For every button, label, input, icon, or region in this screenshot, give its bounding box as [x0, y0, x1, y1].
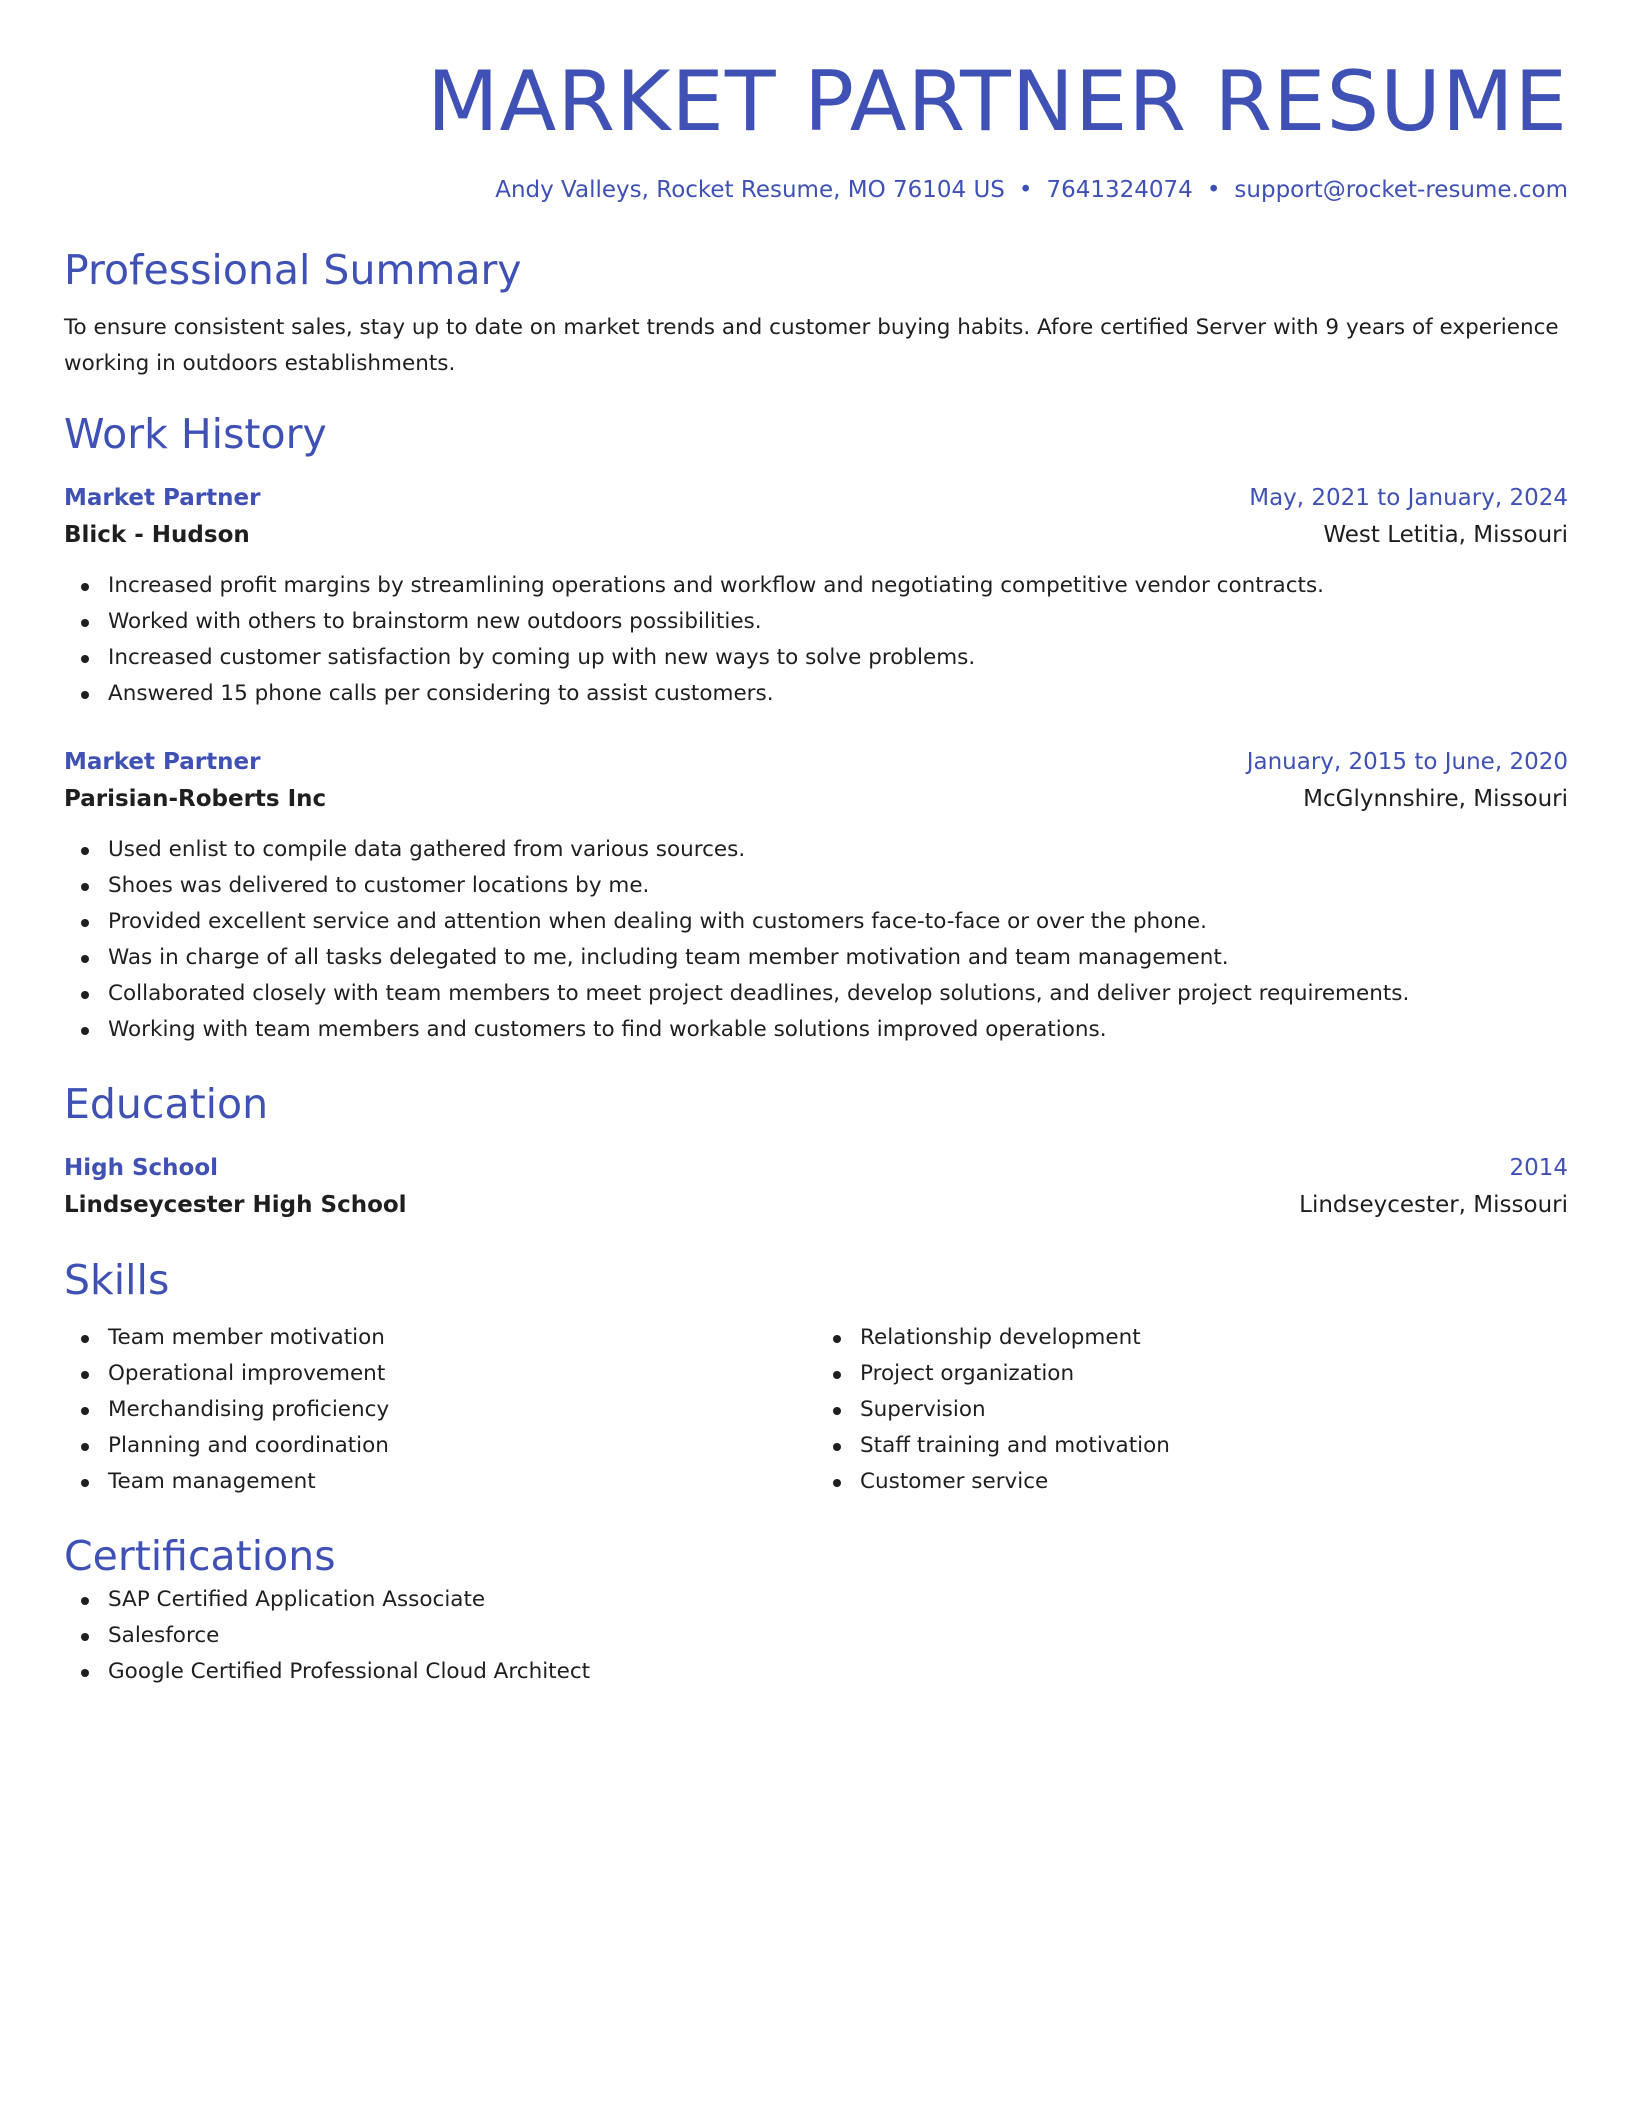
list-item: SAP Certified Application Associate	[108, 1582, 1568, 1618]
job-company-row	[64, 516, 1568, 554]
list-item: Supervision	[860, 1392, 1568, 1428]
job-entry	[64, 480, 1568, 712]
list-item: Was in charge of all tasks delegated to me, including team member motivation and team management.	[108, 940, 1568, 976]
resume-title: MARKET PARTNER RESUME	[426, 53, 1568, 150]
skills-list-right	[816, 1320, 1568, 1500]
job-company-row	[64, 780, 1568, 818]
job-duties-list	[64, 832, 1568, 1048]
list-item: Project organization	[860, 1356, 1568, 1392]
job-company: Parisian-Roberts Inc	[64, 786, 327, 812]
job-dates: May, 2021 to January, 2024	[1249, 485, 1568, 511]
work-history-heading: Work History	[64, 410, 327, 458]
list-item: Relationship development	[860, 1320, 1568, 1356]
list-item: Google Certified Professional Cloud Architect	[108, 1654, 1568, 1690]
list-item: Collaborated closely with team members to meet project deadlines, develop solutions, and deliver project requirements.	[108, 976, 1568, 1012]
education-school-row	[64, 1186, 1568, 1224]
job-company: Blick - Hudson	[64, 522, 250, 548]
education-degree: High School	[64, 1155, 219, 1181]
list-item: Salesforce	[108, 1618, 1568, 1654]
education-school: Lindseycester High School	[64, 1192, 407, 1218]
list-item: Provided excellent service and attention when dealing with customers face-to-face or over the phone.	[108, 904, 1568, 940]
summary-text: To ensure consistent sales, stay up to date on market trends and customer buying habits. Afore certified Server with 9 years of experience working in outdoors establishments.	[64, 315, 1559, 376]
list-item: Increased profit margins by streamlining operations and workflow and negotiating competitive vendor contracts.	[108, 568, 1568, 604]
education-year: 2014	[1509, 1155, 1568, 1181]
education-location: Lindseycester, Missouri	[1299, 1192, 1568, 1218]
list-item: Customer service	[860, 1464, 1568, 1500]
list-item: Merchandising proficiency	[108, 1392, 816, 1428]
list-item: Shoes was delivered to customer locations by me.	[108, 868, 1568, 904]
list-item: Operational improvement	[108, 1356, 816, 1392]
job-location: West Letitia, Missouri	[1323, 522, 1568, 548]
contact-separator: •	[1206, 177, 1221, 203]
contact-separator: •	[1018, 177, 1033, 203]
job-header-row	[64, 480, 1568, 516]
education-heading: Education	[64, 1080, 269, 1128]
skills-list-left	[64, 1320, 816, 1500]
list-item: Planning and coordination	[108, 1428, 816, 1464]
job-location: McGlynnshire, Missouri	[1303, 786, 1568, 812]
contact-line	[64, 174, 1568, 206]
list-item: Worked with others to brainstorm new outdoors possibilities.	[108, 604, 1568, 640]
list-item: Staff training and motivation	[860, 1428, 1568, 1464]
summary-heading: Professional Summary	[64, 246, 522, 294]
list-item: Increased customer satisfaction by coming up with new ways to solve problems.	[108, 640, 1568, 676]
job-dates: January, 2015 to June, 2020	[1246, 749, 1568, 775]
resume-header	[64, 0, 1568, 206]
certifications-list	[64, 1582, 1568, 1690]
job-title: Market Partner	[64, 485, 261, 511]
education-header-row	[64, 1150, 1568, 1186]
certifications-heading: Certifications	[64, 1532, 336, 1580]
list-item: Team management	[108, 1464, 816, 1500]
list-item: Working with team members and customers to find workable solutions improved operations.	[108, 1012, 1568, 1048]
list-item: Answered 15 phone calls per considering to assist customers.	[108, 676, 1568, 712]
job-title: Market Partner	[64, 749, 261, 775]
education-entry	[64, 1150, 1568, 1224]
list-item: Used enlist to compile data gathered from various sources.	[108, 832, 1568, 868]
job-entry	[64, 744, 1568, 1048]
list-item: Team member motivation	[108, 1320, 816, 1356]
job-header-row	[64, 744, 1568, 780]
contact-address: Andy Valleys, Rocket Resume, MO 76104 US	[495, 177, 1005, 203]
skills-heading: Skills	[64, 1256, 170, 1304]
contact-phone: 7641324074	[1046, 177, 1193, 203]
skills-grid	[64, 1320, 1568, 1500]
job-duties-list	[64, 568, 1568, 712]
contact-email: support@rocket-resume.com	[1234, 177, 1568, 203]
